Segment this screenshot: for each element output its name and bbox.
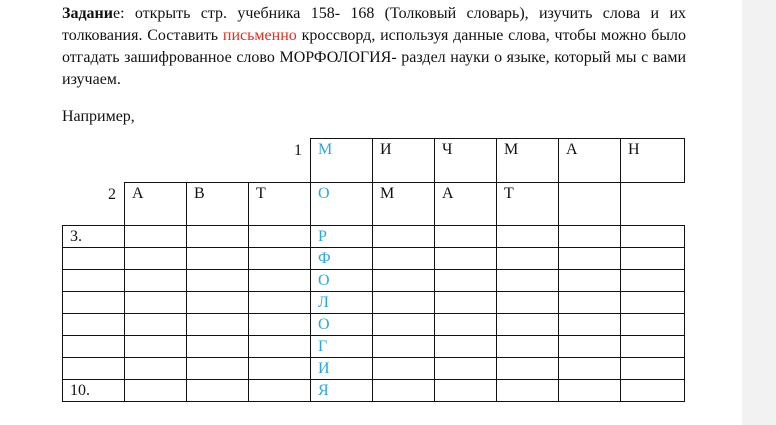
- crossword-cell: [372, 313, 435, 336]
- crossword-cell: [496, 313, 559, 336]
- task-highlight-word: письменно: [222, 27, 297, 44]
- crossword-cell: [248, 225, 311, 248]
- crossword-cell: [372, 379, 435, 402]
- example-label: Например,: [62, 108, 135, 125]
- crossword-cell: [434, 269, 497, 292]
- crossword-cell: [124, 335, 187, 358]
- crossword-cell: [496, 247, 559, 270]
- crossword-cell: [434, 247, 497, 270]
- crossword-cell: [248, 357, 311, 380]
- crossword-cell: [558, 225, 621, 248]
- crossword-cell: [434, 357, 497, 380]
- row-label-cell: [62, 357, 125, 380]
- crossword-cell: [620, 335, 685, 358]
- crossword-cell: [372, 335, 435, 358]
- crossword-cell: Ч: [434, 138, 497, 183]
- crossword-cell: [248, 379, 311, 402]
- crossword-cell: [496, 225, 559, 248]
- row-label-cell: [62, 335, 125, 358]
- crossword-cell: [558, 379, 621, 402]
- crossword-cell: [558, 335, 621, 358]
- key-letter-cell: Р: [310, 225, 373, 248]
- key-letter-cell: И: [310, 357, 373, 380]
- crossword-cell: [558, 291, 621, 314]
- crossword-cell: И: [372, 138, 435, 183]
- task-text-part1: е: открыть стр. учебника 158- 168 (Толковый словарь), изучить слова и их толкования. Составить: [62, 5, 686, 44]
- row-label-cell: [62, 269, 125, 292]
- crossword-cell: [248, 269, 311, 292]
- crossword-cell: [620, 379, 685, 402]
- crossword-cell: [434, 379, 497, 402]
- crossword-cell: [620, 313, 685, 336]
- crossword-cell: [434, 313, 497, 336]
- crossword-cell: Н: [620, 138, 685, 183]
- crossword-cell: [186, 313, 249, 336]
- crossword-cell: [124, 379, 187, 402]
- crossword-cell: [248, 247, 311, 270]
- row-label-cell: [62, 313, 125, 336]
- crossword-cell: [372, 269, 435, 292]
- crossword-cell: А: [434, 182, 497, 226]
- crossword-cell: О: [310, 182, 373, 226]
- crossword-cell: [620, 291, 685, 314]
- task-bold-word: Задани: [62, 5, 113, 22]
- crossword-cell: [434, 225, 497, 248]
- crossword-cell: [186, 247, 249, 270]
- crossword-cell: А: [124, 182, 187, 226]
- key-letter-cell: Ф: [310, 247, 373, 270]
- key-letter-cell: Я: [310, 379, 373, 402]
- crossword-cell: Т: [496, 182, 559, 226]
- crossword-cell: [186, 269, 249, 292]
- task-text-part2: кроссворд, используя данные слова, чтобы можно было отгадать зашифрованное слово МОРФОЛОГИЯ- раздел науки о языке, который мы с вами изучаем.: [62, 27, 687, 88]
- crossword-cell: [620, 269, 685, 292]
- crossword-cell: [372, 291, 435, 314]
- crossword-cell: [124, 247, 187, 270]
- crossword-cell: А: [558, 138, 621, 183]
- row-label-cell: 10.: [62, 379, 125, 402]
- crossword-cell: [248, 335, 311, 358]
- row-label-cell: [62, 247, 125, 270]
- crossword-cell: Т: [248, 182, 311, 226]
- task-paragraph: [62, 3, 686, 91]
- crossword-cell: [496, 291, 559, 314]
- crossword-cell: [124, 357, 187, 380]
- clue-number-1: 1: [294, 142, 302, 159]
- crossword-cell: [496, 379, 559, 402]
- crossword-cell: В: [186, 182, 249, 226]
- crossword-cell: [124, 225, 187, 248]
- crossword-cell: [186, 335, 249, 358]
- crossword-cell: [496, 335, 559, 358]
- crossword-cell: М: [372, 182, 435, 226]
- crossword-cell: [558, 313, 621, 336]
- crossword-cell: [248, 313, 311, 336]
- crossword-cell: [620, 247, 685, 270]
- crossword-cell: [372, 357, 435, 380]
- key-letter-cell: О: [310, 269, 373, 292]
- crossword-cell: [620, 225, 685, 248]
- crossword-cell: [124, 269, 187, 292]
- crossword-cell: [558, 269, 621, 292]
- crossword-cell: [186, 379, 249, 402]
- crossword-cell: [372, 247, 435, 270]
- key-letter-cell: Л: [310, 291, 373, 314]
- crossword-cell: [434, 335, 497, 358]
- crossword-cell: [558, 247, 621, 270]
- crossword-cell: [620, 357, 685, 380]
- crossword-cell: [558, 357, 621, 380]
- clue-number-2: 2: [108, 186, 116, 203]
- row-label-cell: 3.: [62, 225, 125, 248]
- crossword-cell: [124, 313, 187, 336]
- crossword-cell: М: [310, 138, 373, 183]
- scrollbar[interactable]: [742, 0, 776, 425]
- crossword-cell: [186, 225, 249, 248]
- crossword-cell: [496, 269, 559, 292]
- crossword-cell: [558, 182, 621, 226]
- crossword-cell: М: [496, 138, 559, 183]
- crossword-cell: [248, 291, 311, 314]
- row-label-cell: [62, 291, 125, 314]
- crossword-cell: [186, 291, 249, 314]
- crossword-cell: [434, 291, 497, 314]
- key-letter-cell: Г: [310, 335, 373, 358]
- key-letter-cell: О: [310, 313, 373, 336]
- crossword-cell: [372, 225, 435, 248]
- crossword-cell: [124, 291, 187, 314]
- crossword-cell: [186, 357, 249, 380]
- crossword-cell: [496, 357, 559, 380]
